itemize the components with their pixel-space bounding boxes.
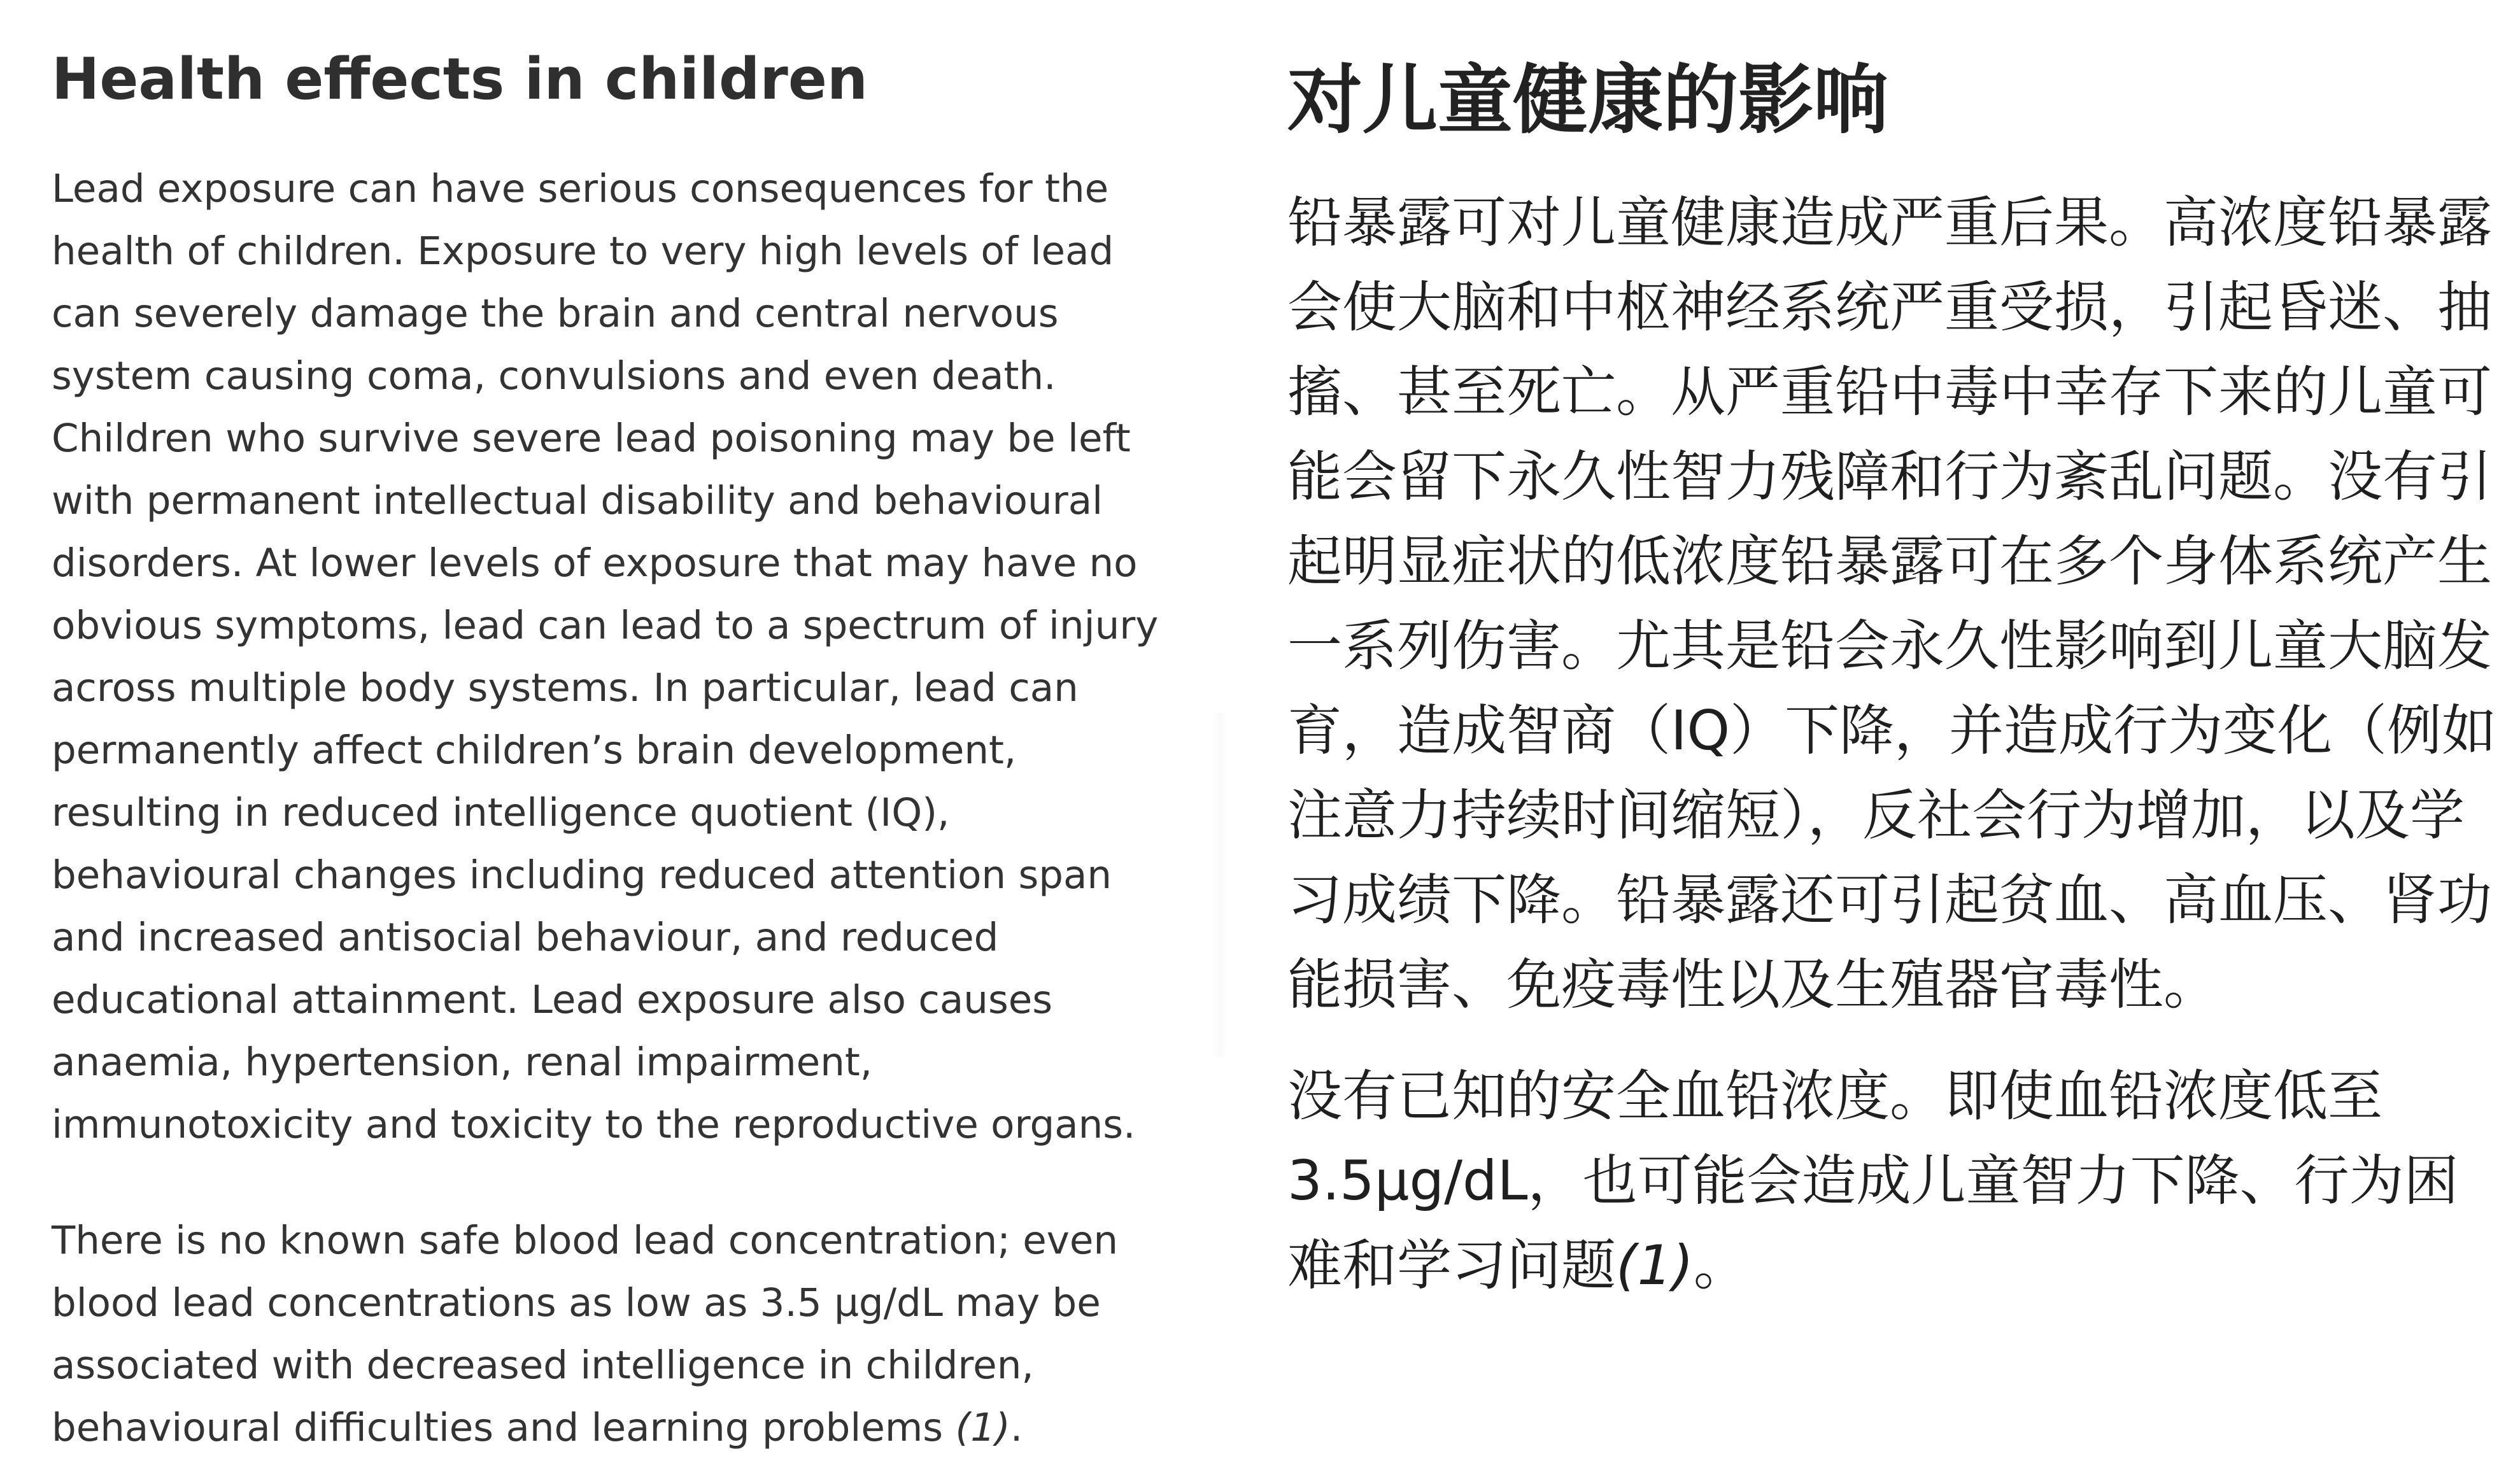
english-heading: Health effects in children <box>52 46 868 113</box>
english-paragraph-2-text: There is no known safe blood lead concentration; even blood lead concentrations as low as 3.5 µg/dL may be associated with decreased intelligence in children, behavioural difficulties and learning problems <box>52 1218 1119 1450</box>
chinese-reference-link[interactable]: (1) <box>1616 1234 1694 1297</box>
english-paragraph-1: Lead exposure can have serious consequences for the health of children. Exposure to very high levels of lead can severely damage the brain and central nervous system causing coma, convulsions and even death. Children who survive severe lead poisoning may be left with permanent intellectual disability and behavioural disorders. At lower levels of exposure that may have no obvious symptoms, lead can lead to a spectrum of injury across multiple body systems. In particular, lead can permanently affect children’s brain development, resulting in reduced intelligence quotient (IQ), behavioural changes including reduced attention span and increased antisocial behaviour, and reduced educational attainment. Lead exposure also causes anaemia, hypertension, renal impairment, immunotoxicity and toxicity to the reproductive organs. <box>52 166 1159 1147</box>
chinese-paragraph-2-text: 没有已知的安全血铅浓度。即使血铅浓度低至3.5µg/dL，也可能会造成儿童智力下降、行为困难和学习问题 <box>1287 1064 2459 1297</box>
english-paragraph-2 <box>52 1210 1185 1459</box>
english-reference-link[interactable]: (1) <box>955 1405 1010 1450</box>
chinese-paragraph-2-end: 。 <box>1693 1234 1748 1297</box>
chinese-heading: 对儿童健康的影响 <box>1287 56 1889 144</box>
english-paragraph-2-end: . <box>1010 1405 1023 1450</box>
chinese-paragraph-1: 铅暴露可对儿童健康造成严重后果。高浓度铅暴露会使大脑和中枢神经系统严重受损，引起昏迷、抽搐、甚至死亡。从严重铅中毒中幸存下来的儿童可能会留下永久性智力残障和行为紊乱问题。没有引起明显症状的低浓度铅暴露可在多个身体系统产生一系列伤害。尤其是铅会永久性影响到儿童大脑发育，造成智商（IQ）下降，并造成行为变化（例如注意力持续时间缩短），反社会行为增加，以及学习成绩下降。铅暴露还可引起贫血、高血压、肾功能损害、免疫毒性以及生殖器官毒性。 <box>1287 191 2497 1017</box>
chinese-paragraph-2 <box>1287 1054 2497 1308</box>
chinese-column <box>1287 52 2497 1308</box>
english-column <box>52 38 1185 1459</box>
column-divider <box>1213 713 1228 1057</box>
